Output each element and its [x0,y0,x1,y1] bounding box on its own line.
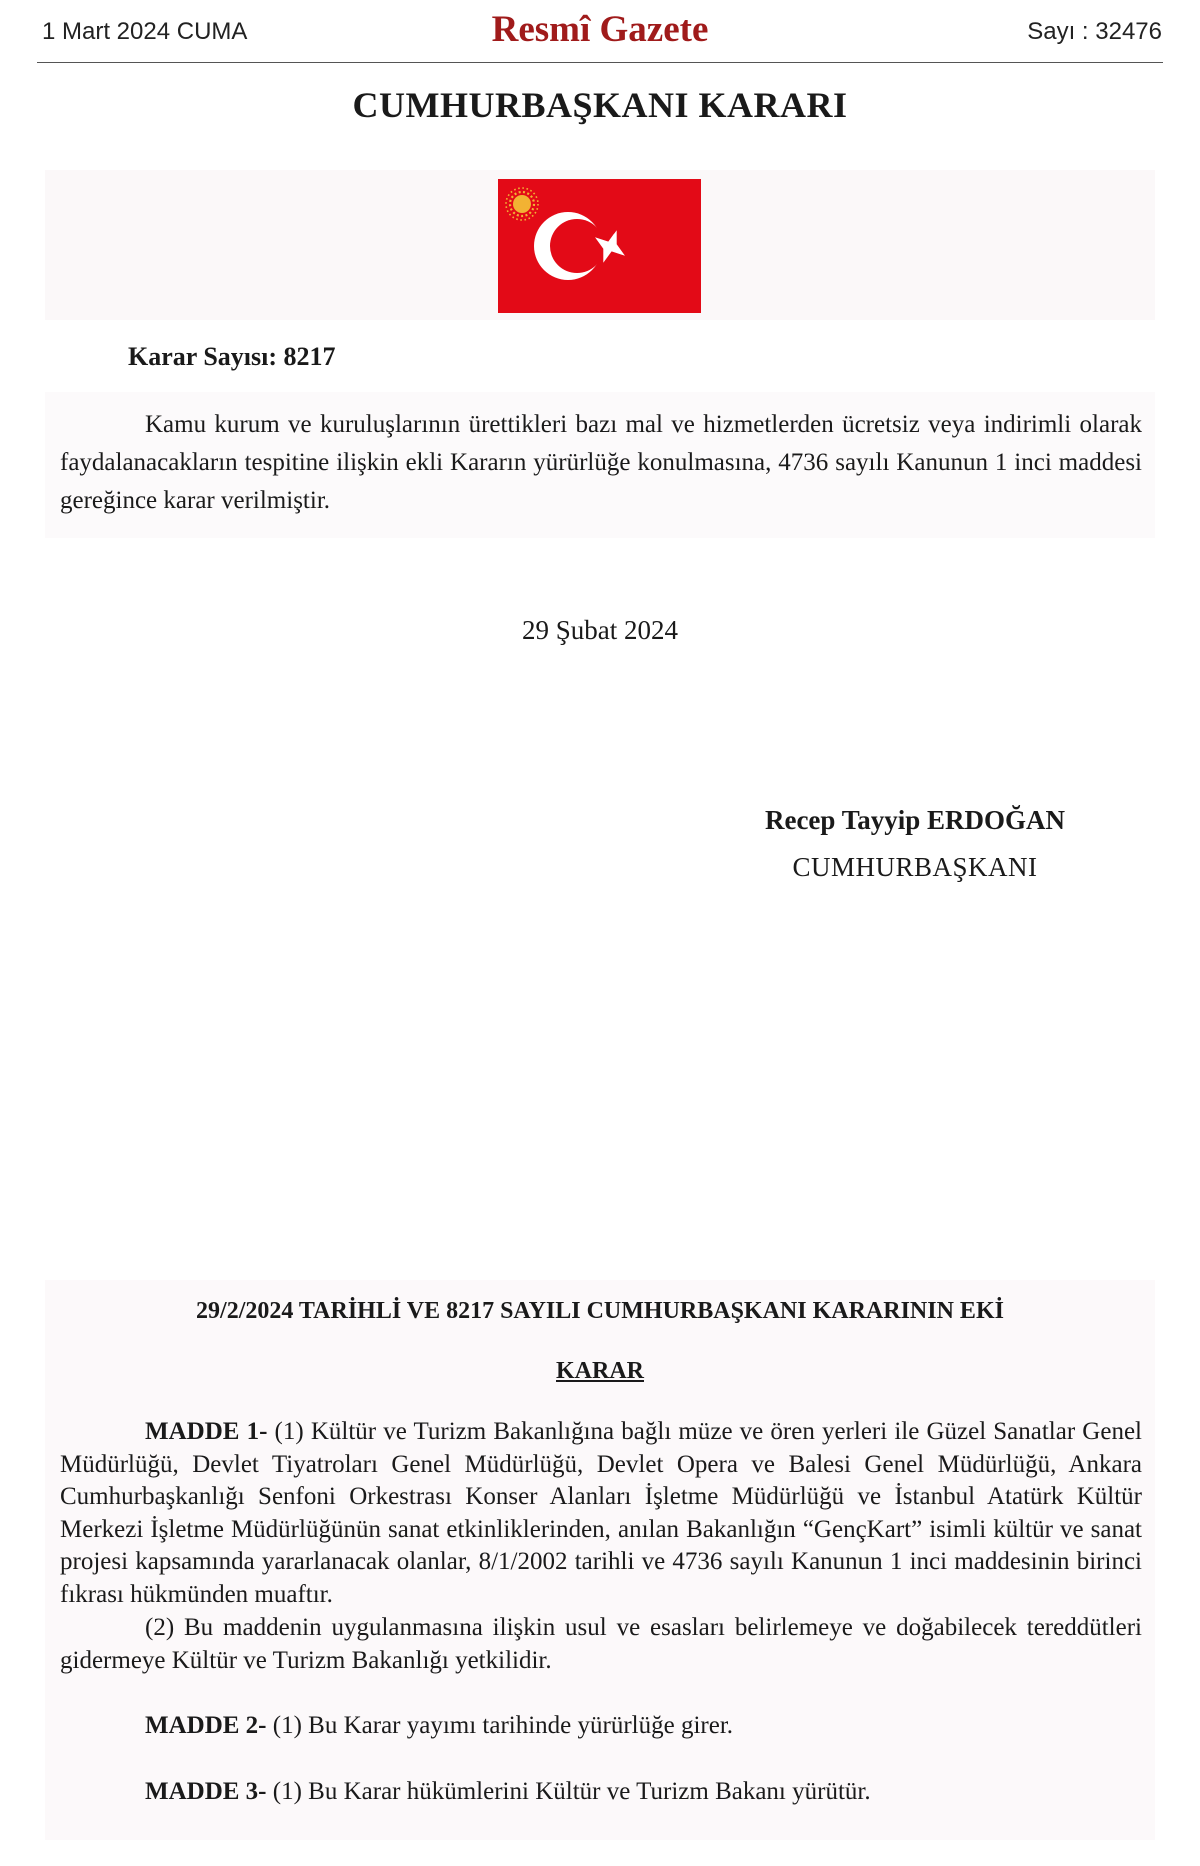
article-1-paragraph-2: (2) Bu maddenin uygulanmasına ilişkin usul ve esasları belirlemeye ve doğabilecek tereddütleri gidermeye Kültür ve Turizm Bakanlığı yetkilidir. [60,1614,1142,1674]
annex-title: 29/2/2024 TARİHLİ VE 8217 SAYILI CUMHURBAŞKANI KARARININ EKİ [196,1298,1004,1324]
signatory-title: CUMHURBAŞKANI [792,852,1038,882]
turkish-flag-icon [498,179,701,313]
article-1 [60,1416,1142,1611]
gazette-date: 1 Mart 2024 CUMA [42,18,248,45]
article-text: (1) Kültür ve Turizm Bakanlığına bağlı müze ve ören yerleri ile Güzel Sanatlar Genel Müdürlüğü, Devlet Tiyatroları Genel Müdürlüğü, Devlet Opera ve Balesi Genel Müdürlüğü, Ankara Cumhurbaşkanlığı Senfoni Orkestrası Konser Alanları İşletme Müdürlüğü ve İstanbul Atatürk Kültür Merkezi İşletme Müdürlüğünün sanat etkinliklerinden, anılan Bakanlığın “GençKart” isimli kültür ve sanat projesi kapsamında yararlanacak olanlar, 8/1/2002 tarihli ve 4736 sayılı Kanunun 1 inci maddesinin birinci fıkrası hükmünden muaftır. [60,1418,1143,1608]
decision-number: Karar Sayısı: 8217 [128,342,336,371]
article-3 [60,1776,1142,1809]
annex-heading: KARAR [556,1358,644,1384]
article-2 [60,1710,1142,1743]
page-title: CUMHURBAŞKANI KARARI [352,85,848,125]
signatory-name: Recep Tayyip ERDOĞAN [764,805,1066,835]
header-divider [37,62,1163,63]
decision-date: 29 Şubat 2024 [521,615,678,645]
article-label: MADDE 3- [145,1778,267,1805]
issue-number: Sayı : 32476 [1027,18,1162,45]
gazette-logo: Resmî Gazete [491,9,709,50]
article-label: MADDE 1- [145,1418,268,1445]
preamble-text: Kamu kurum ve kuruluşlarının ürettikleri bazı mal ve hizmetlerden ücretsiz veya indirimli olarak faydalanacakların tespitine ilişkin ekli Kararın yürürlüğe konulmasına, 4736 sayılı Kanunun 1 inci maddesi gereğince karar verilmiştir. [60,411,1142,514]
article-label: MADDE 2- [145,1712,267,1739]
article-text: (1) Bu Karar hükümlerini Kültür ve Turizm Bakanı yürütür. [266,1778,871,1805]
article-text: (1) Bu Karar yayımı tarihinde yürürlüğe girer. [266,1712,734,1739]
